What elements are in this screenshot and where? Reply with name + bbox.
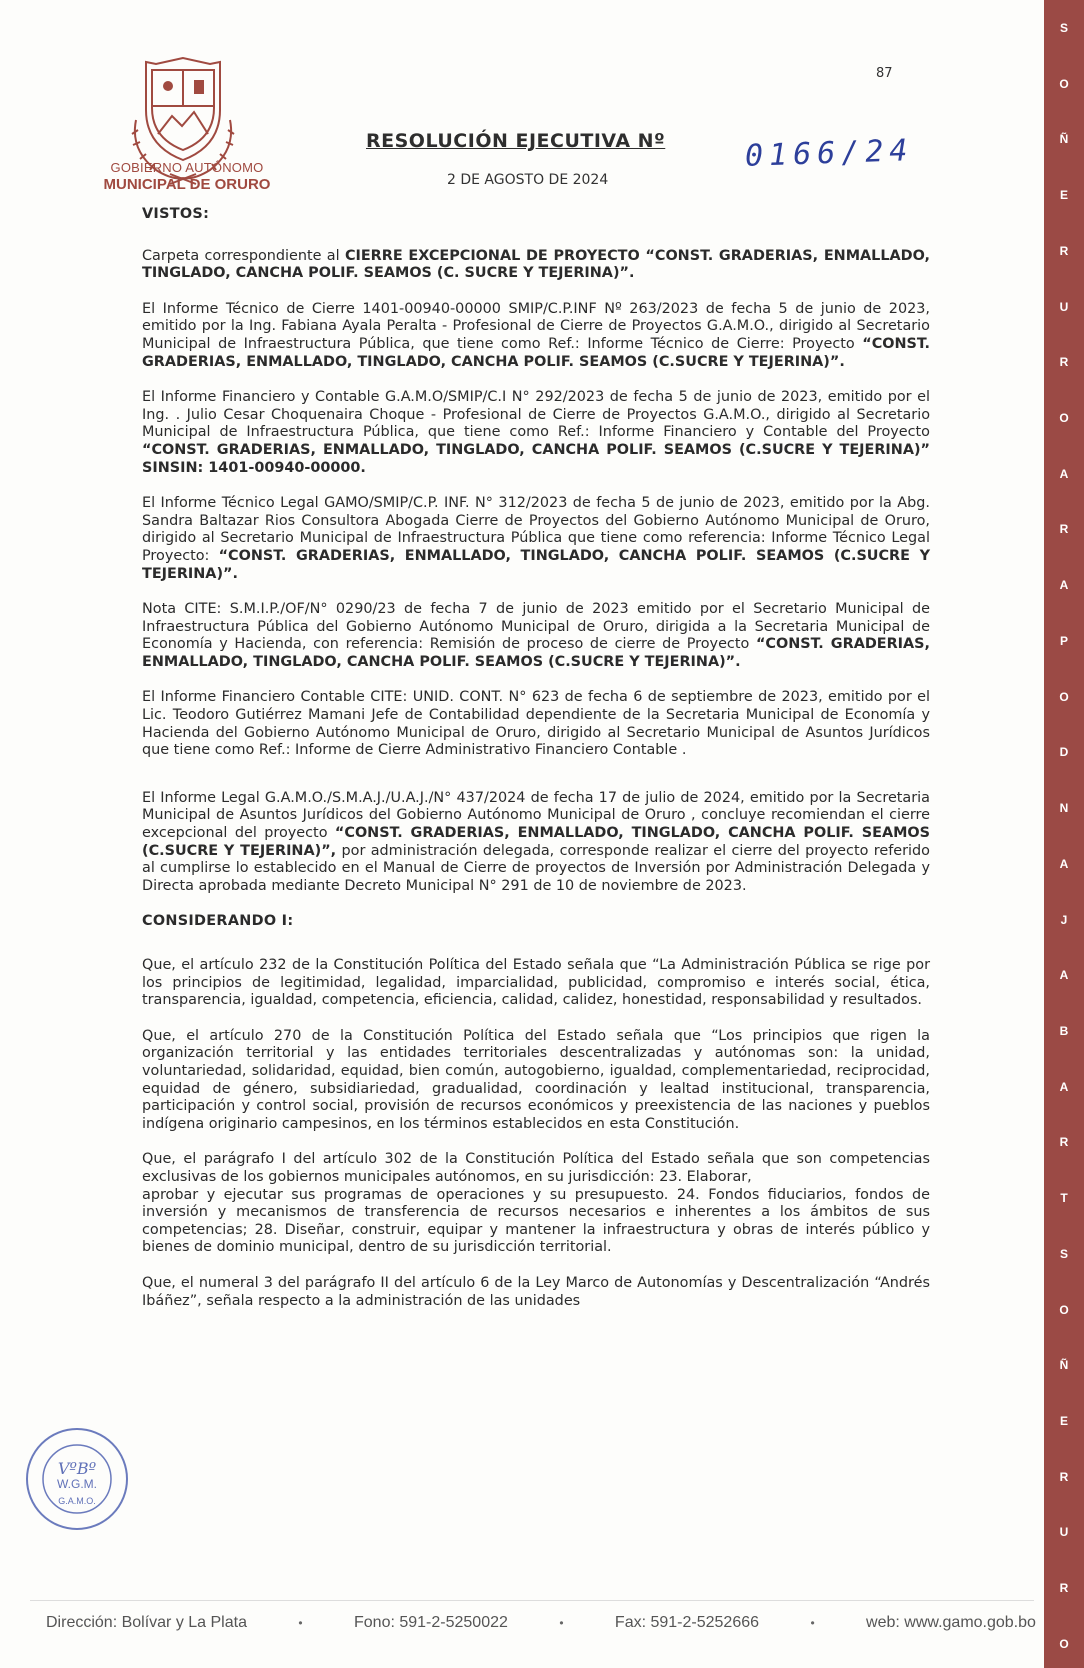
paragraph: El Informe Técnico de Cierre 1401-00940-00000 SMIP/C.P.INF Nº 263/2023 de fecha 5 de junio de 2023, emitido por la Ing. Fabiana Ayala Peralta - Profesional de Cierre de Proyectos G.A.M.O., dirigido al Secretario Municipal de Infraestructura Pública, que tiene como Ref.: Informe Técnico de Cierre: Proyecto “CONST. GRADERIAS, ENMALLADO, TINGLADO, CANCHA POLIF. SEAMOS (C.SUCRE Y TEJERINA)”.	[142, 300, 930, 370]
logo-text-line1: GOBIERNO AUTÓNOMO	[110, 160, 264, 175]
footer	[46, 1614, 1036, 1632]
side-band-letter: R	[1059, 355, 1069, 370]
side-band-letter: U	[1059, 299, 1069, 314]
side-band-letter: A	[1059, 578, 1069, 593]
paragraph: Que, el artículo 232 de la Constitución Política del Estado señala que “La Administración Pública se rige por los principios de legitimidad, legalidad, imparcialidad, publicidad, compromiso e interés social, ética, transparencia, igualdad, competencia, eficiencia, calidad, calidez, honestidad, responsabilidad y resultados.	[142, 957, 930, 1009]
side-band-letter: D	[1059, 745, 1069, 760]
side-band-slogan	[1044, 0, 1084, 1668]
section-heading-considerando: CONSIDERANDO I:	[142, 913, 294, 930]
paragraph: Nota CITE: S.M.I.P./OF/N° 0290/23 de fecha 7 de junio de 2023 emitido por el Secretario Municipal de Infraestructura Pública del Gobierno Autónomo Municipal de Oruro, dirigida a la Secretaria Municipal de Economía y Hacienda, con referencia: Remisión de proceso de cierre de Proyecto “CONST. GRADERIAS, ENMALLADO, TINGLADO, CANCHA POLIF. SEAMOS (C.SUCRE Y TEJERINA)”.	[142, 601, 931, 670]
footer-separator: •	[298, 1616, 303, 1630]
side-band-letter: O	[1059, 411, 1069, 426]
logo-text-line2: MUNICIPAL DE ORURO	[103, 176, 271, 193]
side-band-letter: O	[1059, 1636, 1069, 1651]
side-band-letter: A	[1059, 856, 1069, 871]
paragraph: El Informe Financiero y Contable G.A.M.O/SMIP/C.I N° 292/2023 de fecha 5 de junio de 2023, emitido por el Ing. . Julio Cesar Choquenaira Choque - Profesional de Cierre de Proyectos G.A.M.O., dirigido al Secretario Municipal de Infraestructura Pública, que tiene como Ref.: Informe Financiero y Contable del Proyecto “CONST. GRADERIAS, ENMALLADO, TINGLADO, CANCHA POLIF. SEAMOS (C.SUCRE Y TEJERINA)” SINSIN: 1401-00940-00000.	[142, 389, 930, 476]
footer-fax: Fax: 591-2-5252666	[614, 1614, 760, 1631]
side-band-letter: R	[1059, 243, 1069, 258]
side-band-letter: O	[1059, 689, 1069, 704]
svg-text:VºBº: VºBº	[57, 1459, 97, 1478]
paragraph: El Informe Financiero Contable CITE: UNID. CONT. N° 623 de fecha 6 de septiembre de 2023, emitido por el Lic. Teodoro Gutiérrez Mamani Jefe de Contabilidad dependiente de la Secretaria Municipal de Economía y Hacienda del Gobierno Autónomo Municipal de Oruro, dirigido al Secretario Municipal de Asuntos Jurídicos que tiene como Ref.: Informe de Cierre Administrativo Financiero Contable .	[142, 689, 930, 759]
paragraph: Que, el artículo 270 de la Constitución Política del Estado señala que “Los principios que rigen la organización territorial y las entidades territoriales descentralizadas y autónomas son: la unidad, voluntariedad, solidaridad, equidad, bien común, autogobierno, igualdad, complementariedad, reciprocidad, equidad de género, subsidiariedad, gradualidad, coordinación y lealtad institucional, transparencia, participación y control social, provisión de recursos económicos y preexistencia de las naciones y pueblos indígena originario campesinos, en los términos establecidos en esta Constitución.	[142, 1027, 930, 1132]
svg-text:G.A.M.O.: G.A.M.O.	[58, 1496, 96, 1506]
side-band-letter: R	[1059, 1469, 1069, 1484]
document-title: RESOLUCIÓN EJECUTIVA Nº	[366, 130, 666, 152]
paragraph: El Informe Legal G.A.M.O./S.M.A.J./U.A.J./N° 437/2024 de fecha 17 de julio de 2024, emitido por la Secretaria Municipal de Asuntos Jurídicos del Gobierno Autónomo Municipal de Oruro , concluye recomiendan el cierre excepcional del proyecto “CONST. GRADERIAS, ENMALLADO, TINGLADO, CANCHA POLIF. SEAMOS (C.SUCRE Y TEJERINA)”, por administración delegada, corresponde realizar el cierre del proyecto referido al cumplirse lo establecido en el Manual de Cierre de proyectos de Inversión por Administración Delegada y Directa aprobada mediante Decreto Municipal N° 291 de 10 de noviembre de 2023.	[142, 789, 930, 894]
side-band-letter: R	[1059, 1135, 1069, 1150]
svg-text:W.G.M.: W.G.M.	[57, 1477, 97, 1491]
side-band-letter: B	[1059, 1023, 1069, 1038]
footer-separator: •	[810, 1616, 815, 1630]
document-date: 2 DE AGOSTO DE 2024	[447, 172, 609, 188]
side-band-letter: N	[1059, 801, 1069, 816]
paragraph: aprobar y ejecutar sus programas de operaciones y su presupuesto. 24. Fondos fiduciarios, fondos de inversión y mecanismos de transferencia de recursos necesarios e inherentes a los ámbitos de sus competencias; 28. Diseñar, construir, equipar y mantener la infraestructura y obras de interés público y bienes de dominio municipal, dentro de su jurisdicción territorial.	[142, 1186, 930, 1256]
side-band-letter: U	[1059, 1525, 1069, 1540]
side-band-letter: S	[1059, 21, 1068, 35]
side-band-letter: R	[1059, 1581, 1069, 1596]
footer-phone: Fono: 591-2-5250022	[354, 1614, 508, 1631]
side-band-letter: E	[1059, 188, 1068, 203]
section-heading-vistos: VISTOS:	[142, 206, 210, 222]
side-band-letter: S	[1059, 1246, 1068, 1261]
footer-divider	[30, 1600, 1034, 1601]
page-number: 87	[876, 66, 893, 81]
paragraph: Que, el numeral 3 del parágrafo II del artículo 6 de la Ley Marco de Autonomías y Descentralización “Andrés Ibáñez”, señala respecto a la administración de las unidades	[142, 1274, 930, 1309]
side-band-letter: T	[1060, 1191, 1068, 1206]
paragraph: El Informe Técnico Legal GAMO/SMIP/C.P. INF. N° 312/2023 de fecha 5 de junio de 2023, emitido por la Abg. Sandra Baltazar Rios Consultora Abogada Cierre de Proyectos del Gobierno Autónomo Municipal de Oruro, dirigido al Secretario Municipal de Infraestructura Pública que tiene como referencia: Informe Técnico Legal Proyecto: “CONST. GRADERIAS, ENMALLADO, TINGLADO, CANCHA POLIF. SEAMOS (C.SUCRE Y TEJERINA)”.	[142, 495, 930, 582]
side-band-letter: J	[1060, 912, 1068, 927]
footer-address: Dirección: Bolívar y La Plata	[46, 1614, 247, 1631]
footer-separator: •	[559, 1616, 564, 1630]
paragraph: Carpeta correspondiente al CIERRE EXCEPCIONAL DE PROYECTO “CONST. GRADERIAS, ENMALLADO, TINGLADO, CANCHA POLIF. SEAMOS (C. SUCRE Y TEJERINA)”.	[142, 247, 930, 282]
side-band-letter: E	[1059, 1413, 1068, 1428]
side-band-letter: P	[1059, 633, 1068, 648]
side-band-letter: Ñ	[1059, 132, 1069, 147]
side-band-letter: O	[1059, 76, 1069, 91]
official-seal-stamp-icon	[22, 1424, 132, 1534]
side-band-letter: A	[1059, 1079, 1069, 1094]
footer-web: web: www.gamo.gob.bo	[866, 1614, 1036, 1631]
side-band-letter: A	[1059, 968, 1069, 983]
side-band-letter: Ñ	[1059, 1358, 1069, 1373]
side-band-letter: O	[1059, 1302, 1069, 1317]
handwritten-resolution-number: 0166/24	[744, 133, 914, 174]
side-band-letter: R	[1059, 522, 1069, 537]
paragraph: Que, el parágrafo I del artículo 302 de la Constitución Política del Estado señala que son competencias exclusivas de los gobiernos municipales autónomos, en su jurisdicción: 23. Elaborar,	[142, 1151, 930, 1185]
side-band-letter: A	[1059, 466, 1069, 481]
document-body	[142, 206, 930, 1328]
